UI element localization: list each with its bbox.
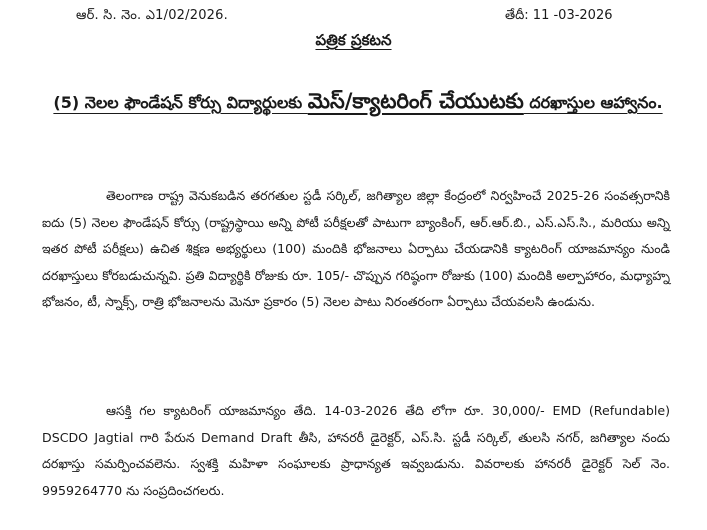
notice-title-part2: మెస్/క్యాటరింగ్ చేయుటకు: [307, 89, 524, 113]
page-heading-text: పత్రిక ప్రకటన: [315, 31, 392, 49]
paragraph-application: ఆసక్తి గల క్యాటరింగ్ యాజమాన్యం తేది. 14-03-2026 తేది లోగా రూ. 30,000/- EMD (Refundable) DSCDO Jagtial గారి పేరున Demand Draft తీసి, హానరరీ డైరెక్టర్, ఎస్.సి. స్టడీ సర్కిల్, తులసి నగర్, జగిత్యాల నందు దరఖాస్తు సమర్పించవలెను. స్వశక్తి మహిళా సంఘాలకు ప్రాధాన్యత ఇవ్వబడును. వివరాలకు హానరరీ డైరెక్టర్ సెల్ నెం. 9959264770 ను సంప్రదించగలరు.: [42, 403, 670, 498]
release-date: తేదీ: 11 -03-2026: [505, 8, 613, 23]
notice-title: [48, 82, 668, 122]
paragraph-details: తెలంగాణ రాష్ట్ర వెనుకబడిన తరగతుల స్టడీ సర్కిల్, జగిత్యాల జిల్లా కేంద్రంలో నిర్వహించే 2025-26 సంవత్సరానికి ఐదు (5) నెలల ఫౌండేషన్ కోర్సు (రాష్ట్రస్థాయి అన్ని పోటీ పరీక్షలతో పాటుగా బ్యాంకింగ్, ఆర్.ఆర్.బి., ఎస్.ఎస్.సి., మరియు అన్ని ఇతర పోటీ పరీక్షలు) ఉచిత శిక్షణ అభ్యర్థులు (100) మందికి భోజనాలు ఏర్పాటు చేయడానికి క్యాటరింగ్ యాజమాన్యం నుండి దరఖాస్తులు కోరబడుచున్నవి. ప్రతి విద్యార్థికి రోజుకు రూ. 105/- చొప్పున గరిష్ఠంగా రోజుకు (100) మందికి అల్పాహారం, మధ్యాహ్న భోజనం, టీ, స్నాక్స్, రాత్రి భోజనాలను మెనూ ప్రకారం (5) నెలల పాటు నిరంతరంగా ఏర్పాటు చేయవలసి ఉండును.: [42, 188, 670, 309]
reference-number: ఆర్. సి. నెం. ఎ1/02/2026.: [76, 8, 228, 23]
notice-title-part3: దరఖాస్తుల ఆహ్వానం.: [523, 93, 663, 112]
notice-title-part1: (5) నెలల ఫౌండేషన్ కోర్సు విద్యార్థులకు: [53, 93, 308, 112]
page-heading: [0, 31, 707, 53]
